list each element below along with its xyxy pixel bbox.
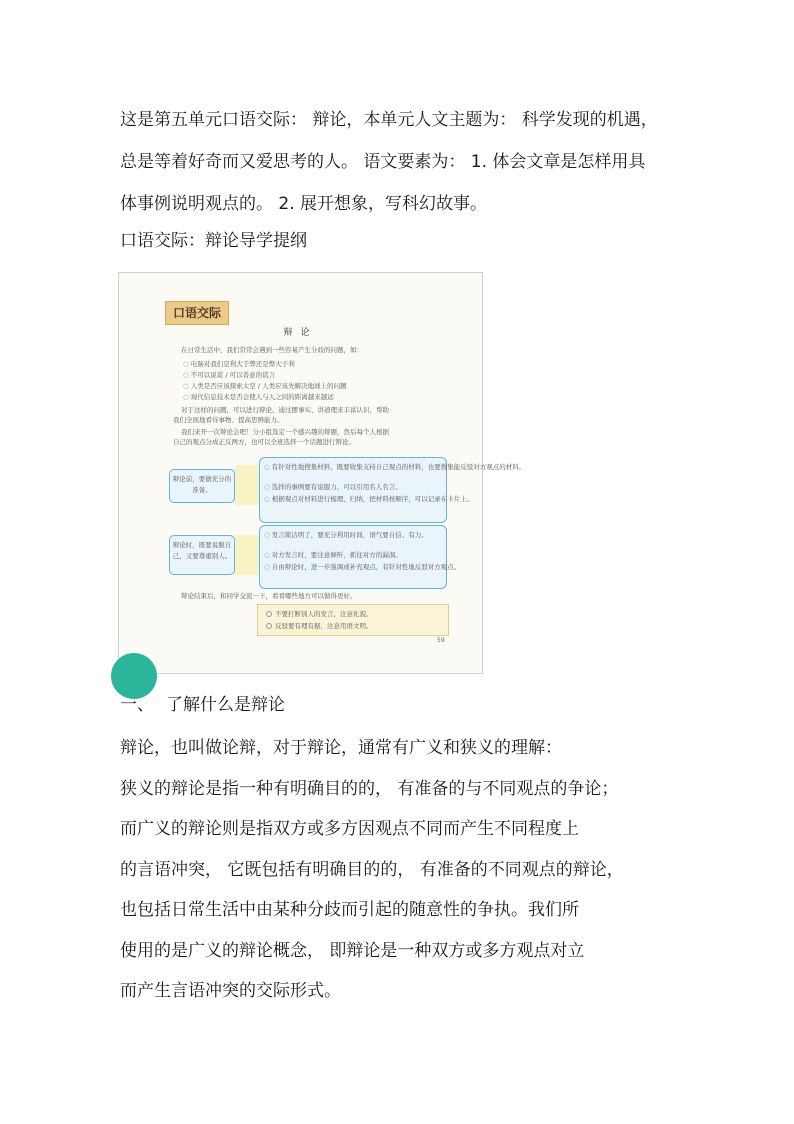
callout-connector	[235, 465, 261, 505]
callout-connector	[235, 535, 261, 575]
body-line: 使用的是广义的辩论概念， 即辩论是一种双方或多方观点对立	[120, 940, 585, 961]
intro-paragraph	[120, 99, 680, 225]
textbook-line: 辩论结束后，和同学交流一下，看看哪些地方可以做得更好。	[181, 592, 357, 600]
prep-item: ○ 根据观点对材料进行梳理、归纳，把材料按顺序，可以记录在卡片上。	[264, 494, 473, 504]
subheading: 口语交际：辩论导学提纲	[120, 231, 307, 251]
section-title-text: 了解什么是辩论	[166, 695, 285, 715]
textbook-page-image	[118, 272, 526, 674]
tip-item: 反驳要有理有据，注意用语文明。	[266, 621, 373, 631]
debate-item: ○ 发言简洁明了，要充分利用时间，语气要自信、有力。	[264, 530, 428, 540]
textbook-bullet: ○ 不可以说谎 / 可以善意的谎言	[183, 370, 275, 380]
prep-item: ○ 选择的事例要有说服力，可以引用名人名言。	[264, 482, 402, 492]
section-number: 一、	[120, 695, 154, 715]
textbook-badge: 口语交际	[165, 301, 229, 325]
debate-box	[259, 525, 461, 589]
textbook-title: 辩论	[283, 328, 318, 338]
textbook-line: 我们全面地看待事物、提高思辨能力。	[173, 416, 284, 424]
debate-item: ○ 自由辩论时，进一步强调或补充观点，有针对性地反驳对方观点。	[264, 562, 460, 572]
section-heading	[120, 690, 285, 720]
textbook-line: 自己的观点分成正反两方，也可以全班选择一个话题进行辩论。	[173, 438, 355, 446]
textbook-line: 对于这样的问题，可以进行辩论。通过摆事实、讲道理来丰富认识，帮助	[181, 406, 389, 414]
textbook-bullet: ○ 电脑对我们是利大于弊还是弊大于利	[183, 359, 295, 369]
intro-line: 体事例说明观点的。 2. 展开想象，写科幻故事。	[120, 194, 488, 214]
prep-item: ○ 有针对性地搜集材料，既要收集支持自己观点的材料，也要搜集能反驳对方观点的材料。	[264, 462, 525, 472]
body-line: 辩论，也叫做论辩，对于辩论，通常有广义和狭义的理解：	[120, 738, 562, 758]
body-paragraph	[120, 728, 680, 1012]
textbook-page-number: 59	[437, 637, 445, 644]
textbook-bullet: ○ 人类是否应该探索太空 / 人类应该先解决地球上的问题	[183, 381, 347, 391]
body-line: 的言语冲突， 它既包括有明确目的的， 有准备的不同观点的辩论，	[120, 859, 624, 880]
prep-callout: 辩论前，要做充分的准备。	[169, 469, 235, 503]
tips-box	[257, 604, 449, 636]
textbook-line: 在日常生活中，我们常常会遇到一些容易产生分歧的问题，如：	[181, 346, 363, 354]
intro-line: 这是第五单元口语交际： 辩论，本单元人文主题为： 科学发现的机遇，	[120, 110, 658, 130]
textbook-line: 我们来开一次辩论会吧！分小组选定一个感兴趣的辩题，然后每个人根据	[181, 428, 389, 436]
intro-line: 总是等着好奇而又爱思考的人。 语文要素为： 1. 体会文章是怎样用具	[120, 152, 646, 172]
textbook-bullet: ○ 现代信息技术是否会使人与人之间的距离越来越远	[183, 392, 334, 402]
body-line: 狭义的辩论是指一种有明确目的的， 有准备的与不同观点的争论；	[120, 778, 619, 799]
body-line: 而产生言语冲突的交际形式。	[120, 981, 341, 1001]
debate-callout: 辩论时，既要说服自己，又要尊重别人。	[169, 535, 235, 575]
body-line: 也包括日常生活中由某种分歧而引起的随意性的争执。我们所	[120, 900, 579, 920]
tip-item: 不要打断别人的发言，注意礼貌。	[266, 609, 373, 619]
prep-box	[259, 457, 526, 523]
debate-item: ○ 对方发言时，要注意倾听，抓住对方的漏洞。	[264, 550, 402, 560]
body-line: 而广义的辩论则是指双方或多方因观点不同而产生不同程度上	[120, 819, 579, 839]
